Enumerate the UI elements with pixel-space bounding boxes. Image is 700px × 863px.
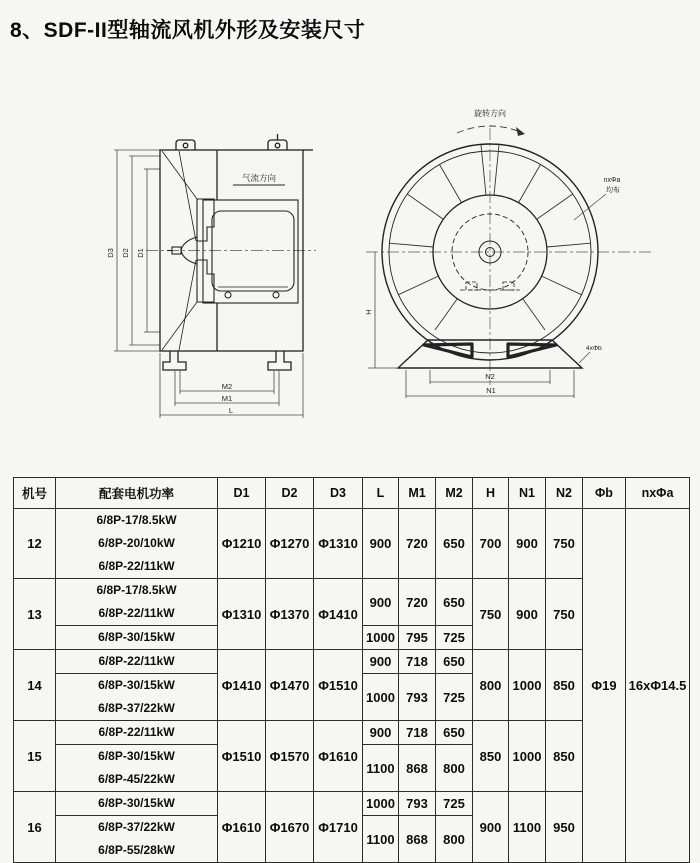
dim-cell: 750	[546, 579, 583, 650]
side-dimension-lines	[114, 150, 303, 418]
motor-power: 6/8P-22/11kW	[98, 559, 175, 573]
motor-power: 6/8P-22/11kW	[98, 725, 175, 739]
dim-cell: Φ1410	[218, 650, 266, 721]
motor-power: 6/8P-55/28kW	[98, 843, 175, 857]
rotation-arrow-head	[516, 127, 525, 136]
dim-label-n2: N2	[485, 372, 495, 381]
dim-cell: 850	[546, 650, 583, 721]
column-header: Φb	[583, 478, 626, 509]
dim-cell: 900	[363, 509, 399, 579]
column-header: D3	[314, 478, 363, 509]
dim-cell: Φ1510	[218, 721, 266, 792]
header-row	[14, 478, 690, 509]
dim-cell: Φ1270	[266, 509, 314, 579]
dim-cell: 725	[436, 792, 473, 816]
motor-cell	[56, 745, 218, 792]
motor-cell	[56, 816, 218, 863]
dim-cell: 900	[363, 579, 399, 626]
dim-cell: Φ1610	[218, 792, 266, 863]
table-row	[14, 509, 690, 532]
dim-label-h: H	[364, 309, 373, 315]
dim-cell: Φ1210	[218, 509, 266, 579]
dim-cell: 850	[546, 721, 583, 792]
motor-cell	[56, 721, 218, 745]
dim-cell: Φ1510	[314, 650, 363, 721]
dim-cell: 800	[436, 745, 473, 792]
dim-cell: 900	[363, 650, 399, 674]
dim-cell: 900	[363, 721, 399, 745]
dim-cell: 800	[473, 650, 509, 721]
dim-cell: 1100	[363, 745, 399, 792]
motor-cell	[56, 626, 218, 650]
dim-cell: Φ1570	[266, 721, 314, 792]
column-header: nxΦa	[626, 478, 690, 509]
dim-cell: 868	[399, 816, 436, 863]
column-header: L	[363, 478, 399, 509]
dim-cell: 750	[546, 509, 583, 579]
dim-cell: 1000	[363, 792, 399, 816]
motor-cell	[56, 579, 218, 626]
table-body	[14, 509, 690, 863]
dim-cell: 850	[473, 721, 509, 792]
dim-cell: 793	[399, 792, 436, 816]
centerlines	[366, 128, 654, 385]
model-cell: 13	[14, 579, 56, 650]
column-header: H	[473, 478, 509, 509]
motor-power: 6/8P-30/15kW	[98, 630, 175, 644]
dim-cell: 725	[436, 674, 473, 721]
dim-cell: 718	[399, 650, 436, 674]
dim-cell: 700	[473, 509, 509, 579]
dim-cell: 1000	[363, 674, 399, 721]
dim-cell: 650	[436, 721, 473, 745]
spec-table	[13, 477, 690, 863]
motor-power: 6/8P-37/22kW	[98, 820, 175, 834]
nx-phi-a-cell: 16xΦ14.5	[626, 509, 690, 863]
dim-cell: Φ1670	[266, 792, 314, 863]
motor-power: 6/8P-17/8.5kW	[96, 583, 177, 597]
dim-cell: 900	[509, 579, 546, 650]
motor-cell	[56, 650, 218, 674]
motor-cell	[56, 674, 218, 721]
dim-cell: 1100	[363, 816, 399, 863]
motor	[203, 200, 298, 303]
rim-holes-note: 均布	[606, 187, 620, 194]
rotation-direction-label: 旋转方向	[474, 109, 506, 118]
model-cell: 14	[14, 650, 56, 721]
column-header: N1	[509, 478, 546, 509]
column-header: D1	[218, 478, 266, 509]
fan-casing	[160, 134, 313, 351]
mounting-feet	[163, 351, 291, 370]
dim-cell: Φ1410	[314, 579, 363, 650]
column-header: M2	[436, 478, 473, 509]
motor-power: 6/8P-22/11kW	[98, 654, 175, 668]
dim-cell: 800	[436, 816, 473, 863]
motor-cell	[56, 509, 218, 579]
column-header: 配套电机功率	[56, 478, 218, 509]
model-cell: 16	[14, 792, 56, 863]
column-header: M1	[399, 478, 436, 509]
motor-power: 6/8P-45/22kW	[98, 772, 175, 786]
dim-cell: 650	[436, 650, 473, 674]
dim-cell: 720	[399, 509, 436, 579]
dim-cell: 795	[399, 626, 436, 650]
dim-cell: 650	[436, 579, 473, 626]
dim-cell: 1000	[509, 721, 546, 792]
dim-label-m2: M2	[221, 382, 233, 391]
base-holes-leader	[579, 352, 590, 363]
dim-cell: 868	[399, 745, 436, 792]
dim-label-n1: N1	[486, 386, 496, 395]
dim-cell: Φ1710	[314, 792, 363, 863]
dim-cell: 793	[399, 674, 436, 721]
dim-cell: Φ1370	[266, 579, 314, 650]
dim-cell: Φ1610	[314, 721, 363, 792]
dim-cell: Φ1470	[266, 650, 314, 721]
fan-front-view-drawing	[360, 100, 660, 400]
dim-label-d3: D3	[106, 248, 115, 258]
dim-cell: 1000	[509, 650, 546, 721]
dim-cell: 950	[546, 792, 583, 863]
model-cell: 12	[14, 509, 56, 579]
airflow-direction-label: 气流方向	[241, 173, 277, 183]
column-header: D2	[266, 478, 314, 509]
dim-cell: 650	[436, 509, 473, 579]
dim-cell: 1000	[363, 626, 399, 650]
motor-cell	[56, 792, 218, 816]
dim-cell: 720	[399, 579, 436, 626]
column-header: N2	[546, 478, 583, 509]
dim-cell: 750	[473, 579, 509, 650]
fan-side-view-drawing	[100, 103, 360, 423]
dim-cell: 718	[399, 721, 436, 745]
rim-holes-leader	[574, 194, 606, 220]
motor-power: 6/8P-30/15kW	[98, 678, 175, 692]
rim-holes-label: nxΦa	[603, 177, 621, 184]
dim-cell: 1100	[509, 792, 546, 863]
motor-power: 6/8P-22/11kW	[98, 606, 175, 620]
page-title: 8、SDF-II型轴流风机外形及安装尺寸	[10, 19, 366, 42]
dim-cell: 900	[473, 792, 509, 863]
column-header: 机号	[14, 478, 56, 509]
phi-b-cell: Φ19	[583, 509, 626, 863]
base-holes-label: 4xΦb	[586, 345, 602, 352]
dim-cell: 900	[509, 509, 546, 579]
motor-power: 6/8P-30/15kW	[98, 796, 175, 810]
dim-label-d1: D1	[136, 248, 145, 258]
dim-label-l: L	[228, 406, 234, 415]
dim-cell: Φ1310	[218, 579, 266, 650]
dim-label-m1: M1	[221, 394, 233, 403]
dim-cell: 725	[436, 626, 473, 650]
motor-power: 6/8P-17/8.5kW	[96, 513, 177, 527]
model-cell: 15	[14, 721, 56, 792]
dim-label-d2: D2	[121, 248, 130, 258]
motor-power: 6/8P-30/15kW	[98, 749, 175, 763]
motor-power: 6/8P-20/10kW	[98, 536, 175, 550]
dim-cell: Φ1310	[314, 509, 363, 579]
motor-power: 6/8P-37/22kW	[98, 701, 175, 715]
